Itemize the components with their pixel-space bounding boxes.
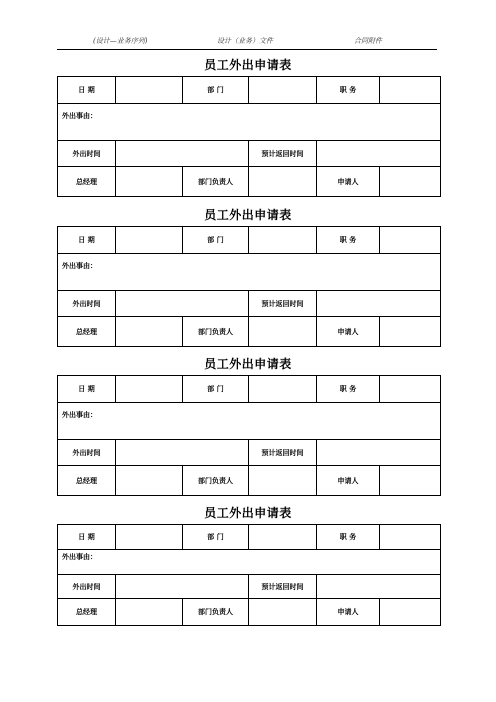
applicant-field[interactable]: [380, 317, 441, 347]
department-field[interactable]: [249, 525, 317, 550]
department-label: 部 门: [183, 227, 249, 254]
department-field[interactable]: [249, 77, 317, 104]
general-manager-field[interactable]: [116, 167, 183, 197]
out-time-label: 外出时间: [58, 440, 116, 466]
applicant-label: 申请人: [317, 466, 380, 496]
out-time-label: 外出时间: [58, 291, 116, 317]
return-time-label: 预计返回时间: [249, 141, 317, 167]
department-label: 部 门: [183, 376, 249, 403]
out-time-field[interactable]: [116, 141, 249, 167]
general-manager-label: 总经理: [58, 317, 116, 347]
form-title: 员工外出申请表: [204, 506, 292, 520]
department-label: 部 门: [183, 77, 249, 104]
page-header: [57, 33, 437, 50]
department-field[interactable]: [249, 376, 317, 403]
applicant-label: 申请人: [317, 599, 380, 626]
return-time-label: 预计返回时间: [249, 440, 317, 466]
position-field[interactable]: [380, 525, 441, 550]
application-form: [57, 524, 441, 626]
general-manager-field[interactable]: [116, 466, 183, 496]
department-head-label: 部门负责人: [183, 466, 249, 496]
position-label: 职 务: [317, 227, 380, 254]
return-time-field[interactable]: [317, 575, 441, 599]
general-manager-label: 总经理: [58, 466, 116, 496]
department-head-field[interactable]: [249, 599, 317, 626]
department-head-label: 部门负责人: [183, 167, 249, 197]
position-label: 职 务: [317, 77, 380, 104]
application-form: [57, 375, 441, 496]
form-title: 员工外出申请表: [204, 208, 292, 222]
date-label: 日 期: [58, 77, 116, 104]
general-manager-field[interactable]: [116, 317, 183, 347]
header-center: 设计（业务）文件: [217, 37, 273, 45]
out-time-field[interactable]: [116, 575, 249, 599]
out-time-field[interactable]: [116, 291, 249, 317]
position-field[interactable]: [380, 376, 441, 403]
date-field[interactable]: [116, 77, 183, 104]
application-form: [57, 76, 441, 197]
form-title: 员工外出申请表: [204, 357, 292, 371]
header-left: (设计—业务序列): [93, 37, 148, 45]
department-head-label: 部门负责人: [183, 317, 249, 347]
out-time-label: 外出时间: [58, 141, 116, 167]
out-time-label: 外出时间: [58, 575, 116, 599]
department-head-field[interactable]: [249, 466, 317, 496]
header-right: 合同附件: [354, 37, 382, 45]
general-manager-label: 总经理: [58, 599, 116, 626]
date-field[interactable]: [116, 227, 183, 254]
date-field[interactable]: [116, 376, 183, 403]
date-label: 日 期: [58, 525, 116, 550]
reason-field[interactable]: 外出事由：: [58, 550, 441, 575]
general-manager-label: 总经理: [58, 167, 116, 197]
general-manager-field[interactable]: [116, 599, 183, 626]
application-form: [57, 226, 441, 347]
form-title: 员工外出申请表: [204, 58, 292, 72]
position-field[interactable]: [380, 77, 441, 104]
return-time-label: 预计返回时间: [249, 575, 317, 599]
applicant-label: 申请人: [317, 317, 380, 347]
date-field[interactable]: [116, 525, 183, 550]
date-label: 日 期: [58, 376, 116, 403]
applicant-field[interactable]: [380, 466, 441, 496]
position-label: 职 务: [317, 525, 380, 550]
department-head-field[interactable]: [249, 317, 317, 347]
reason-field[interactable]: 外出事由：: [58, 254, 441, 291]
position-field[interactable]: [380, 227, 441, 254]
return-time-field[interactable]: [317, 440, 441, 466]
department-head-label: 部门负责人: [183, 599, 249, 626]
return-time-field[interactable]: [317, 141, 441, 167]
return-time-field[interactable]: [317, 291, 441, 317]
department-head-field[interactable]: [249, 167, 317, 197]
out-time-field[interactable]: [116, 440, 249, 466]
department-field[interactable]: [249, 227, 317, 254]
department-label: 部 门: [183, 525, 249, 550]
position-label: 职 务: [317, 376, 380, 403]
applicant-field[interactable]: [380, 167, 441, 197]
applicant-label: 申请人: [317, 167, 380, 197]
applicant-field[interactable]: [380, 599, 441, 626]
reason-field[interactable]: 外出事由：: [58, 104, 441, 141]
return-time-label: 预计返回时间: [249, 291, 317, 317]
reason-field[interactable]: 外出事由：: [58, 403, 441, 440]
date-label: 日 期: [58, 227, 116, 254]
